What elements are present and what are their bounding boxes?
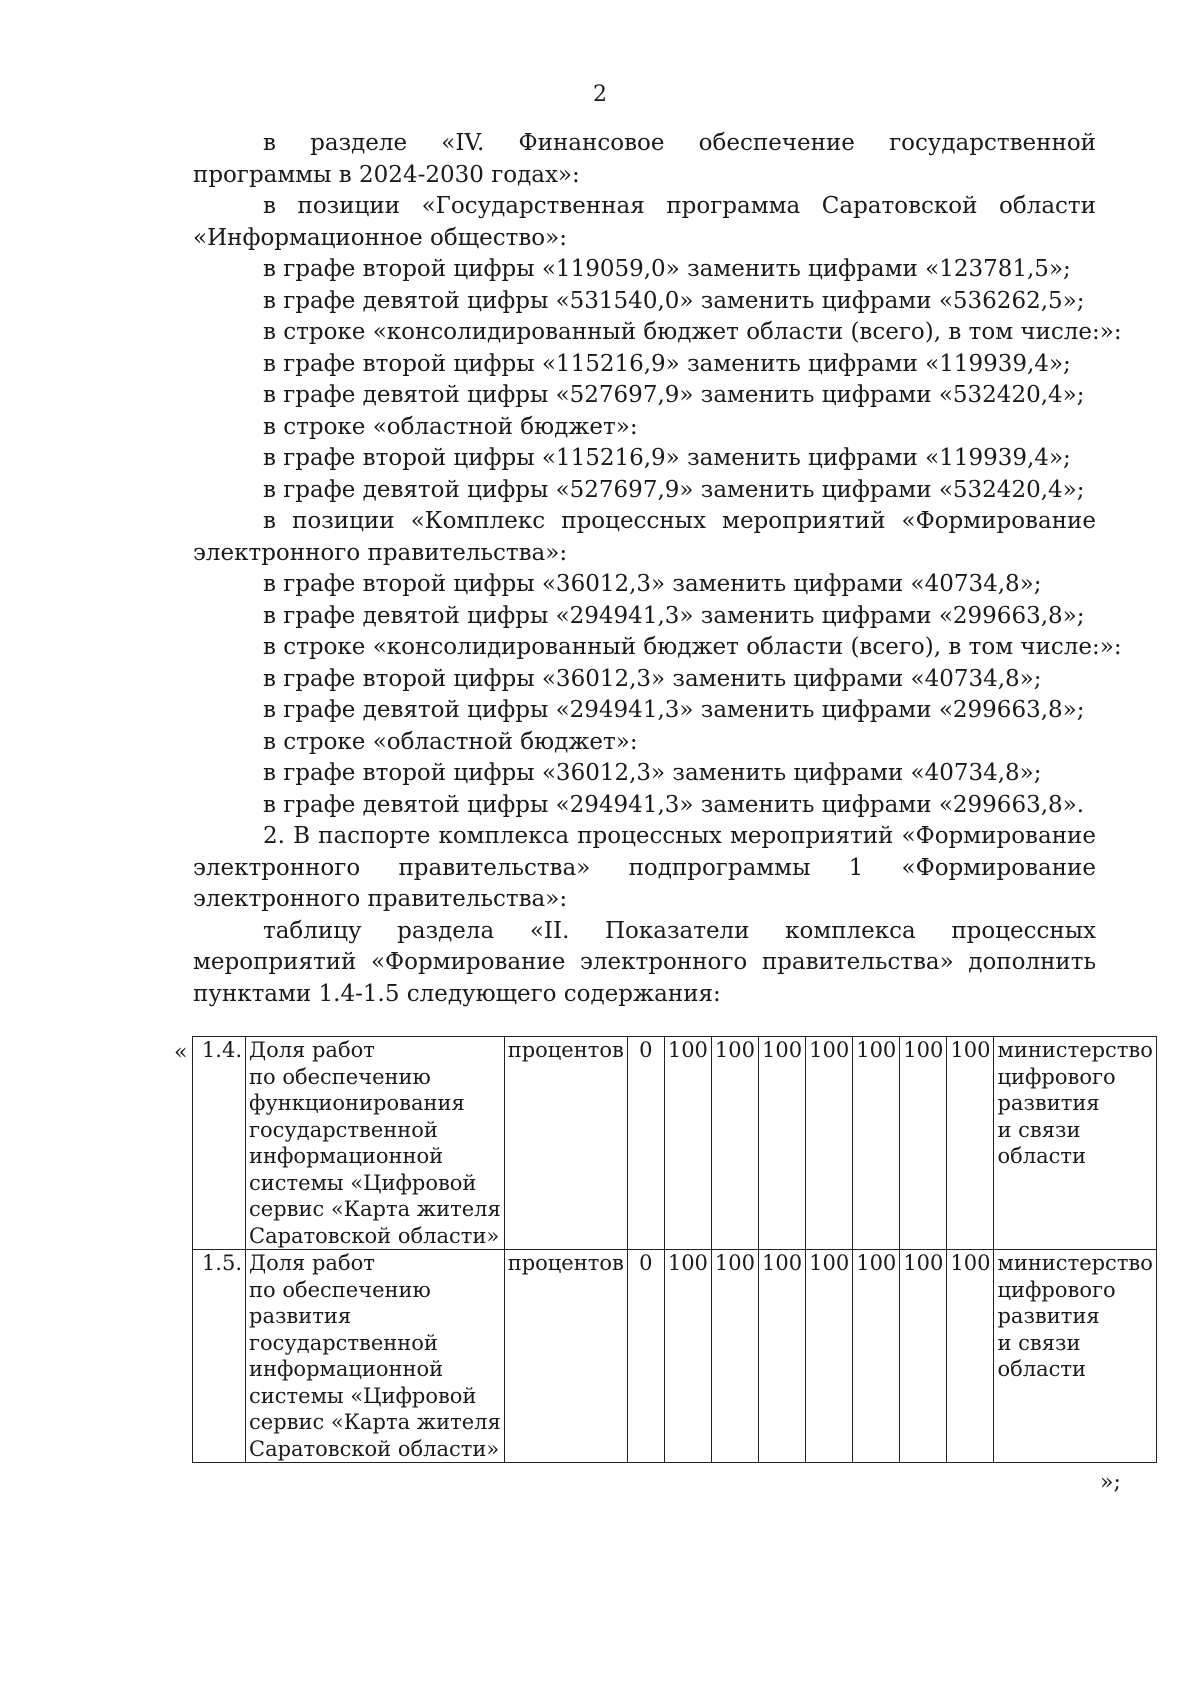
indicator-name-line: Саратовской области»: [249, 1436, 500, 1461]
indicator-name-line: системы «Цифровой: [249, 1170, 477, 1195]
indicator-name-line: Саратовской области»: [249, 1223, 500, 1248]
table-opening-quote: «: [174, 1040, 188, 1065]
target-value-cell: 100: [853, 1250, 900, 1463]
target-value-cell: 100: [806, 1250, 853, 1463]
indicator-name-line: Доля работ: [249, 1038, 375, 1062]
target-value-cell: 100: [947, 1037, 994, 1250]
target-value-cell: 100: [664, 1037, 711, 1250]
table-closing-quote: »;: [1100, 1470, 1121, 1495]
target-value-cell: 100: [664, 1250, 711, 1463]
responsible-line: цифрового: [997, 1277, 1116, 1302]
indicator-name-line: государственной: [249, 1117, 438, 1142]
row-number-cell: 1.5.: [193, 1250, 246, 1463]
indicator-name-line: по обеспечению: [249, 1064, 431, 1089]
paragraph: в графе девятой цифры «527697,9» заменить цифрами «532420,4»;: [263, 382, 1085, 408]
paragraph: в строке «консолидированный бюджет области (всего), в том числе:»:: [263, 319, 1122, 345]
paragraph: в позиции «Государственная программа Саратовской области «Информационное общество»:: [193, 193, 1096, 251]
target-value-cell: 100: [711, 1037, 758, 1250]
indicator-name-line: функционирования: [249, 1091, 465, 1115]
indicator-name-line: сервис «Карта жителя: [249, 1410, 501, 1434]
indicator-name-cell: [246, 1037, 505, 1250]
paragraph: в графе второй цифры «115216,9» заменить цифрами «119939,4»;: [263, 445, 1071, 471]
target-value-cell: 100: [853, 1037, 900, 1250]
paragraph: в графе девятой цифры «294941,3» заменить цифрами «299663,8»;: [263, 697, 1085, 723]
table-row: [193, 1037, 1157, 1250]
paragraph: в графе девятой цифры «294941,3» заменить цифрами «299663,8»;: [263, 602, 1085, 629]
responsible-line: области: [997, 1144, 1087, 1168]
page-number: 2: [593, 82, 607, 107]
base-value-cell: 0: [627, 1250, 664, 1463]
responsible-line: министерство: [997, 1038, 1153, 1062]
responsible-line: области: [997, 1357, 1087, 1381]
responsible-line: развития: [997, 1091, 1100, 1115]
target-value-cell: 100: [711, 1250, 758, 1463]
target-value-cell: 100: [806, 1037, 853, 1250]
responsible-line: цифрового: [997, 1064, 1116, 1089]
row-number-cell: 1.4.: [193, 1037, 246, 1250]
paragraph: 2. В паспорте комплекса процессных мероприятий «Формирование электронного правительства» подпрограммы 1 «Формирование электронного правительства»:: [193, 823, 1096, 912]
paragraph: в графе девятой цифры «527697,9» заменить цифрами «532420,4»;: [263, 476, 1085, 503]
paragraph: в позиции «Комплекс процессных мероприятий «Формирование электронного правительства»:: [193, 508, 1096, 566]
paragraph: таблицу раздела «II. Показатели комплекса процессных мероприятий «Формирование электронного правительства» дополнить пунктами 1.4-1.5 следующего содержания:: [193, 917, 1096, 1007]
unit-cell: процентов: [504, 1037, 627, 1250]
paragraph: в графе второй цифры «36012,3» заменить цифрами «40734,8»;: [263, 571, 1042, 597]
indicator-name-cell: [246, 1250, 505, 1463]
indicator-name-line: государственной: [249, 1330, 438, 1355]
paragraph: в строке «консолидированный бюджет области (всего), в том числе:»:: [263, 634, 1122, 660]
indicator-name-line: Доля работ: [249, 1251, 375, 1275]
paragraph: в графе девятой цифры «294941,3» заменить цифрами «299663,8».: [263, 791, 1085, 818]
base-value-cell: 0: [627, 1037, 664, 1250]
indicator-name-line: развития: [249, 1304, 352, 1328]
responsible-line: министерство: [997, 1251, 1153, 1275]
paragraph: в разделе «IV. Финансовое обеспечение государственной программы в 2024-2030 годах»:: [193, 130, 1096, 188]
indicator-name-line: системы «Цифровой: [249, 1383, 477, 1408]
target-value-cell: 100: [900, 1037, 947, 1250]
paragraph: в строке «областной бюджет»:: [263, 728, 638, 755]
target-value-cell: 100: [759, 1037, 806, 1250]
target-value-cell: 100: [759, 1250, 806, 1463]
document-body: [193, 128, 1122, 1010]
paragraph: в графе девятой цифры «531540,0» заменить цифрами «536262,5»;: [263, 287, 1085, 314]
table-row: [193, 1250, 1157, 1463]
indicator-name-line: информационной: [249, 1144, 444, 1168]
paragraph: в строке «областной бюджет»:: [263, 413, 638, 440]
target-value-cell: 100: [947, 1250, 994, 1463]
indicators-table: [192, 1036, 1157, 1463]
paragraph: в графе второй цифры «119059,0» заменить цифрами «123781,5»;: [263, 256, 1071, 282]
responsible-line: и связи: [997, 1117, 1081, 1142]
responsible-cell: [994, 1250, 1156, 1463]
target-value-cell: 100: [900, 1250, 947, 1463]
responsible-cell: [994, 1037, 1156, 1250]
unit-cell: процентов: [504, 1250, 627, 1463]
indicator-name-line: по обеспечению: [249, 1277, 431, 1302]
paragraph: в графе второй цифры «115216,9» заменить цифрами «119939,4»;: [263, 350, 1071, 377]
paragraph: в графе второй цифры «36012,3» заменить цифрами «40734,8»;: [263, 665, 1042, 692]
responsible-line: и связи: [997, 1330, 1081, 1355]
paragraph: в графе второй цифры «36012,3» заменить цифрами «40734,8»;: [263, 760, 1042, 786]
indicator-name-line: сервис «Карта жителя: [249, 1197, 501, 1221]
indicator-name-line: информационной: [249, 1357, 444, 1381]
responsible-line: развития: [997, 1304, 1100, 1328]
